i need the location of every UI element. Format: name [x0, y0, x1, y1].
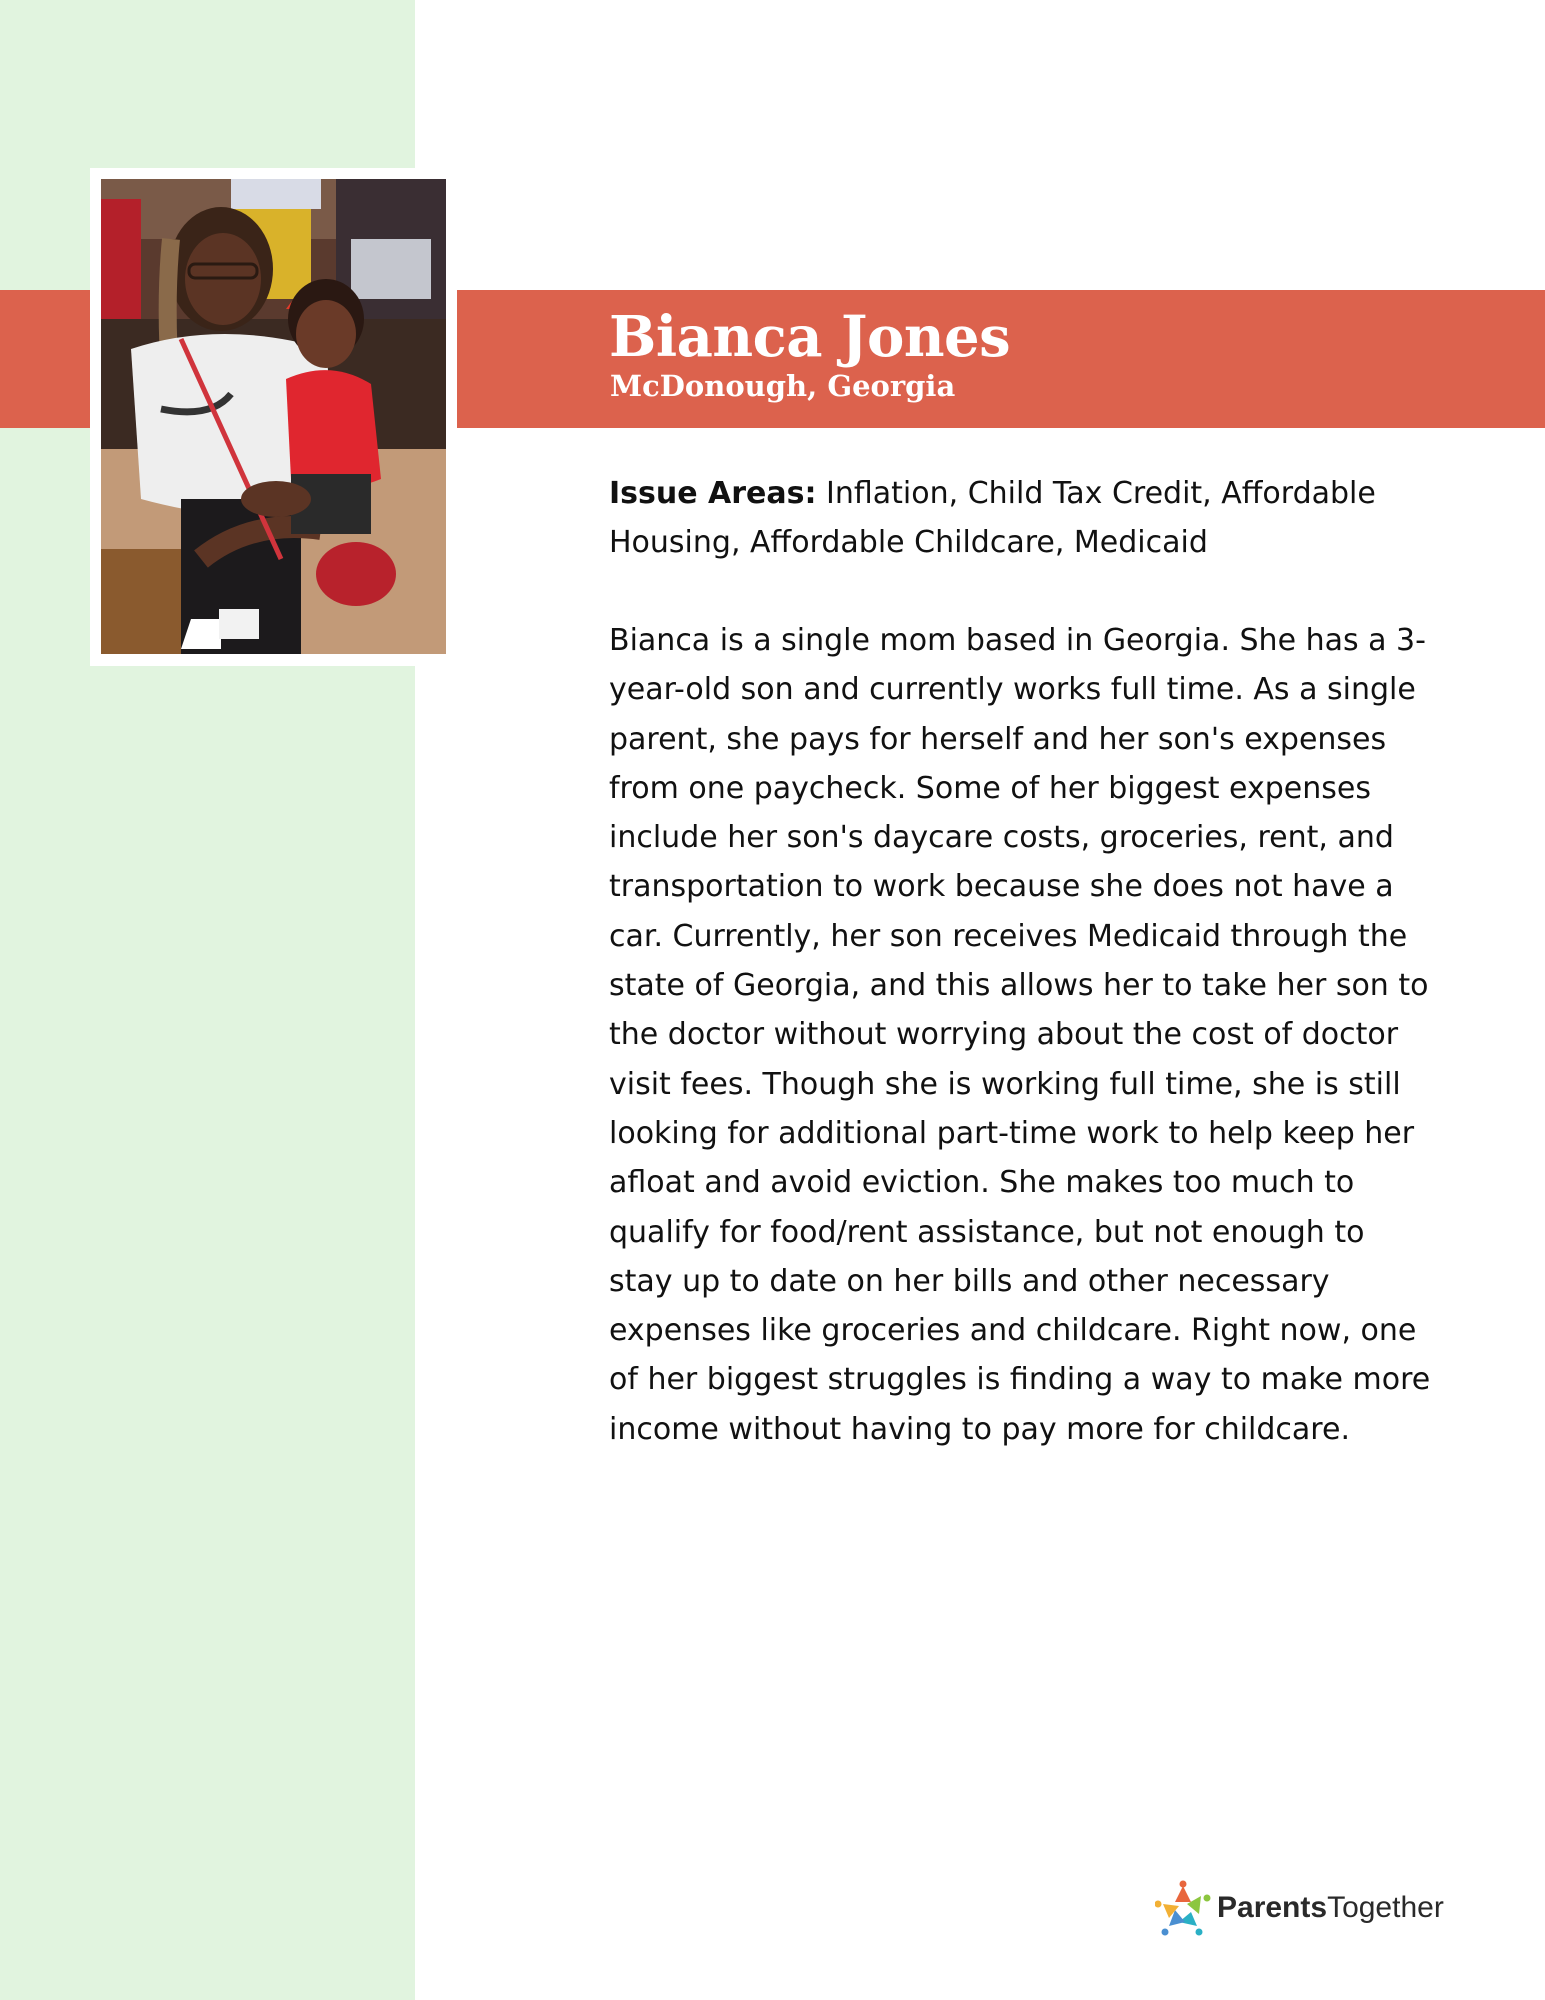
issue-areas-label: Issue Areas:	[609, 476, 817, 511]
bio-line: of her biggest struggles is finding a way to make more	[609, 1362, 1431, 1398]
profile-bio	[609, 616, 1469, 1454]
bio-line: stay up to date on her bills and other necessary	[609, 1263, 1330, 1299]
bio-line: from one paycheck. Some of her biggest expenses	[609, 770, 1371, 806]
bio-line: state of Georgia, and this allows her to take her son to	[609, 968, 1429, 1004]
issue-areas-line: Inflation, Child Tax Credit, Affordable	[816, 476, 1376, 511]
parentstogether-wordmark: ParentsTogether	[1217, 1891, 1444, 1924]
profile-photo-frame	[90, 168, 457, 666]
parentstogether-logo	[1155, 1880, 1444, 1936]
bio-line: looking for additional part-time work to help keep her	[609, 1115, 1415, 1151]
bio-line: include her son's daycare costs, groceries, rent, and	[609, 820, 1394, 856]
bio-line: transportation to work because she does not have a	[609, 869, 1394, 905]
bio-line: car. Currently, her son receives Medicaid through the	[609, 918, 1408, 954]
parentstogether-logo-icon	[1155, 1880, 1211, 1936]
bio-line: expenses like groceries and childcare. Right now, one	[609, 1313, 1417, 1349]
bio-line: the doctor without worrying about the cost of doctor	[609, 1017, 1399, 1053]
bio-line: visit fees. Though she is working full time, she is still	[609, 1066, 1401, 1102]
issue-areas-line: Housing, Affordable Childcare, Medicaid	[609, 525, 1208, 560]
profile-name: Bianca Jones	[609, 304, 1011, 370]
bio-line: qualify for food/rent assistance, but not enough to	[609, 1214, 1365, 1250]
bio-line: Bianca is a single mom based in Georgia. She has a 3-	[609, 623, 1426, 658]
bio-line: year-old son and currently works full time. As a single	[609, 672, 1416, 708]
profile-location: McDonough, Georgia	[610, 369, 956, 403]
bio-line: income without having to pay more for childcare.	[609, 1411, 1350, 1447]
profile-photo	[101, 179, 446, 654]
bio-line: afloat and avoid eviction. She makes too much to	[609, 1165, 1355, 1201]
issue-areas	[609, 469, 1469, 567]
bio-line: parent, she pays for herself and her son's expenses	[609, 721, 1387, 757]
